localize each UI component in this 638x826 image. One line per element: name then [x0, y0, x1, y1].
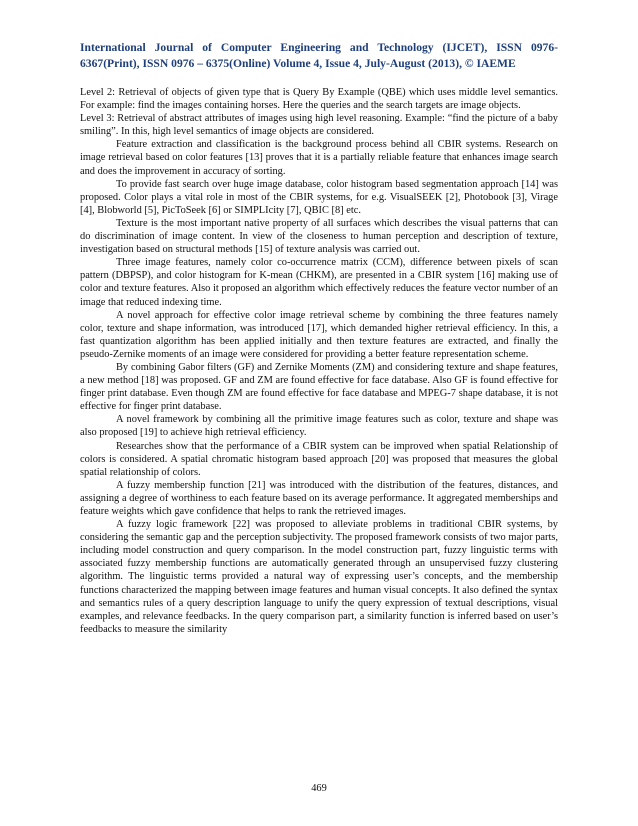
paragraph: By combining Gabor filters (GF) and Zernike Moments (ZM) and considering texture and shape features, a new method [18] was proposed. GF and ZM are found effective for face database. Also GF is found effective for finger print database. Even though ZM are found effective for face database and MPEG-7 shape database, it is not effective for finger print database.	[80, 361, 558, 413]
paragraph: To provide fast search over huge image database, color histogram based segmentation approach [14] was proposed. Color plays a vital role in most of the CBIR systems, for e.g. VisualSEEK [2], Photobook [3], Virage [4], Blobworld [5], PicToSeek [6] or SIMPLIcity [7], QBIC [8] etc.	[80, 178, 558, 216]
running-header: International Journal of Computer Engineering and Technology (IJCET), ISSN 0976-6367(Print), ISSN 0976 – 6375(Online) Volume 4, Issue 4, July-August (2013), © IAEME	[80, 41, 558, 70]
paragraph-level-3: Level 3: Retrieval of abstract attributes of images using high level reasoning. Example: “find the picture of a baby smiling”. In this, high level semantics of image objects are considered.	[80, 113, 558, 138]
paragraph: A fuzzy logic framework [22] was proposed to alleviate problems in traditional CBIR systems, by considering the semantic gap and the perception subjectivity. The proposed framework consists of two major parts, including model construction and query comparison. In the model construction part, fuzzy linguistic terms with associated fuzzy membership functions are automatically generated through an unsupervised fuzzy clustering algorithm. The linguistic terms provided a natural way of expressing user’s concepts, and the membership functions characterized the mapping between image features and human visual concepts. It also defined the syntax and semantics rules of a query description language to unify the query expression of textual descriptions, visual examples, and relevance feedbacks. In the query comparison part, a similarity function is inferred based on user’s feedbacks to measure the similarity	[80, 519, 558, 635]
paragraph: A fuzzy membership function [21] was introduced with the distribution of the features, distances, and assigning a degree of worthiness to each feature based on its average performance. It aggregated memberships and feature weights which gave confidence that helps to rank the retrieved images.	[80, 479, 558, 517]
paragraph: Researches show that the performance of a CBIR system can be improved when spatial Relationship of colors is considered. A spatial chromatic histogram based approach [20] was proposed that measures the global spatial relationship of colors.	[80, 440, 558, 478]
paragraph: A novel framework by combining all the primitive image features such as color, texture and shape was also proposed [19] to achieve high retrieval efficiency.	[80, 414, 558, 439]
paragraph: A novel approach for effective color image retrieval scheme by combining the three features namely color, texture and shape information, was introduced [17], which demanded higher retrieval efficiency. In this, a fast quantization algorithm has been applied initially and then texture features are extracted, and finally the pseudo-Zernike moments of an image were considered for providing a better feature representation scheme.	[80, 309, 558, 360]
paragraph: Texture is the most important native property of all surfaces which describes the visual patterns that can do discrimination of image content. In view of the closeness to human perception and description of texture, investigation based on structural methods [15] of texture analysis was carried out.	[80, 217, 558, 256]
page-number: 469	[311, 783, 327, 794]
body-text	[80, 86, 558, 636]
paragraph: Three image features, namely color co-occurrence matrix (CCM), difference between pixels of scan pattern (DBPSP), and color histogram for K-mean (CHKM), are presented in a CBIR system [16] making use of color and texture features. Also it proposed an algorithm which effectively reduces the feature vector number of an image that reduced indexing time.	[80, 257, 558, 308]
paragraph: Feature extraction and classification is the background process behind all CBIR systems. Research on image retrieval based on color features [13] proves that it is a partially reliable feature that enhances image search and does the improvement in accuracy of sorting.	[80, 139, 558, 177]
paragraph-level-2: Level 2: Retrieval of objects of given type that is Query By Example (QBE) which uses middle level semantics. For example: find the images containing horses. Here the queries and the search targets are image objects.	[80, 87, 558, 112]
